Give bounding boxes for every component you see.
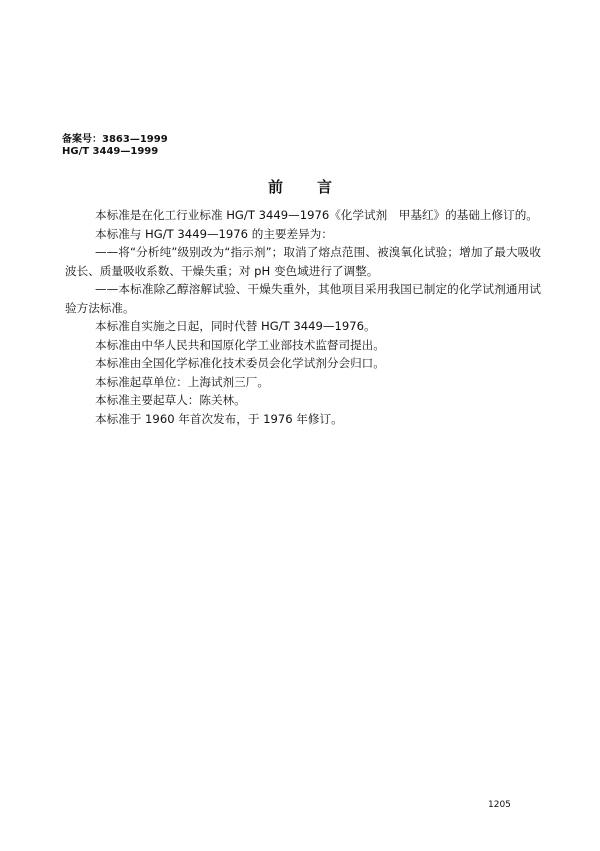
- paragraph: 本标准主要起草人：陈关林。: [95, 393, 246, 407]
- paragraph: 本标准起草单位：上海试剂三厂。: [95, 374, 269, 389]
- page-title: 前言: [267, 178, 366, 196]
- paragraph: 本标准由中华人民共和国原化学工业部技术监督司提出。: [95, 337, 385, 352]
- record-number: 备案号：3863—1999: [62, 134, 168, 145]
- paragraph: ——本标准除乙醇溶解试验、干燥失重外，其他项目采用我国已制定的化学试剂通用试验方法标准。: [65, 282, 541, 315]
- paragraph: 本标准与 HG/T 3449—1976 的主要差异为：: [95, 226, 333, 241]
- paragraph: 本标准于 1960 年首次发布，于 1976 年修订。: [95, 411, 343, 426]
- paragraph: ——将“分析纯”级别改为“指示剂”；取消了熔点范围、被溴氧化试验；增加了最大吸收波长、质量吸收系数、干燥失重；对 pH 变色域进行了调整。: [65, 245, 541, 278]
- paragraph: 本标准由全国化学标准化技术委员会化学试剂分会归口。: [95, 356, 385, 370]
- foreword-body: [65, 206, 541, 428]
- paragraph: 本标准自实施之日起，同时代替 HG/T 3449—1976。: [95, 319, 376, 333]
- standard-number: HG/T 3449—1999: [62, 146, 159, 157]
- page-number: 1205: [488, 800, 511, 810]
- paragraph: 本标准是在化工行业标准 HG/T 3449—1976《化学试剂 甲基红》的基础上修订的。: [95, 208, 538, 222]
